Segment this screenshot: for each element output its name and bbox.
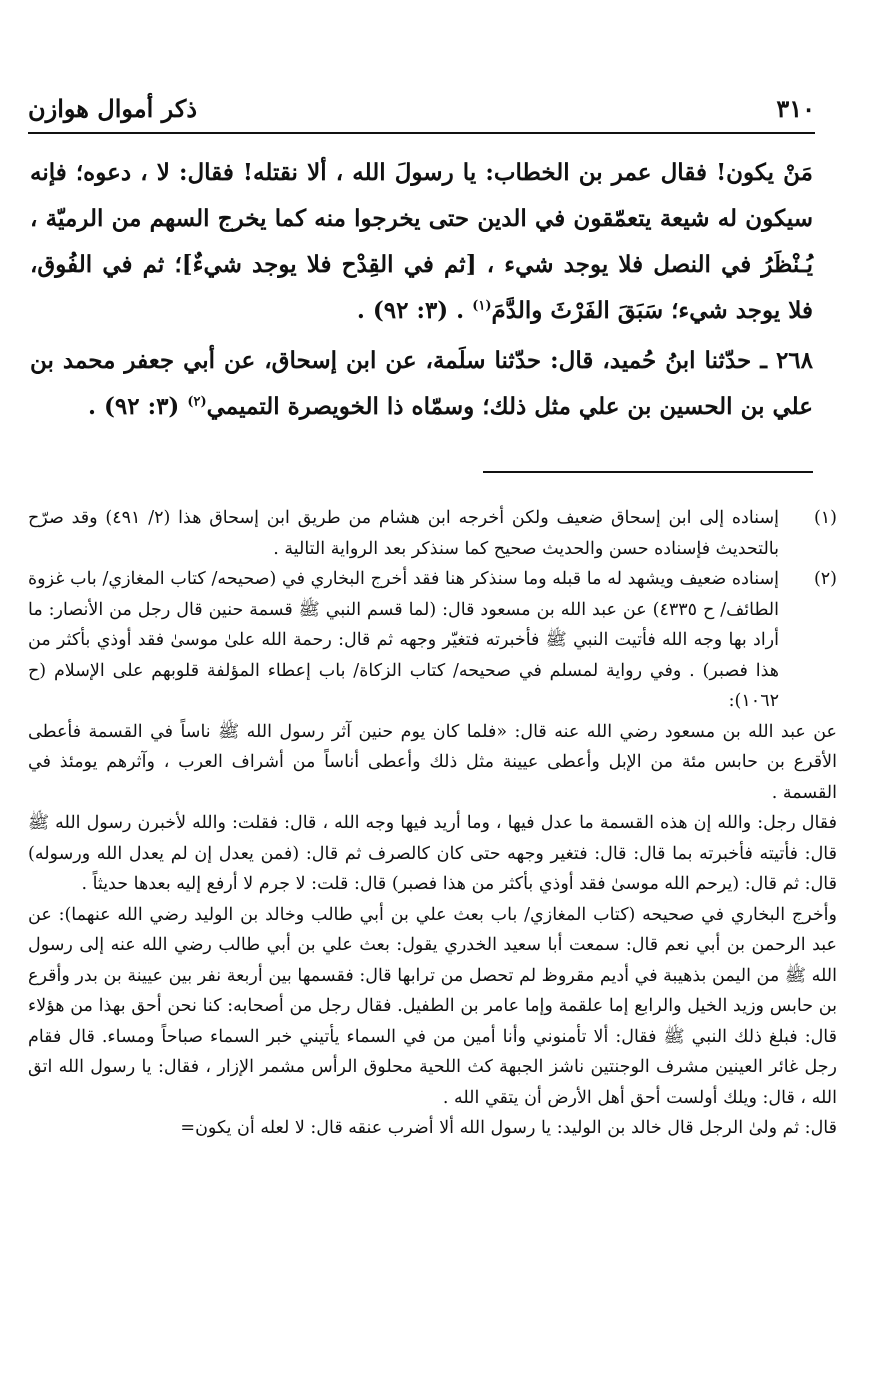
footnote-1-number: (١) [813,508,837,528]
footnotes [28,503,837,1144]
paragraph-1 [30,150,813,334]
footnote-1-text: إسناده إلى ابن إسحاق ضعيف ولكن أخرجه ابن هشام من طريق ابن إسحاق هذا (٢/ ٤٩١) وقد صرّح بالتحديث فإسناده حسن والحديث صحيح كما سنذكر بعد الرواية التالية . [28,508,779,559]
footnote-2-number: (٢) [813,569,837,589]
paragraph-1-citation: . (٣: ٩٢) . [356,297,465,324]
footnote-1 [28,503,837,564]
footnote-2 [28,564,837,1144]
footnote-2-continued-line: قال: ثم ولىٰ الرجل قال خالد بن الوليد: يا رسول الله ألا أضرب عنقه قال: لا لعله أن يكون= [180,1118,837,1138]
footnote-ref-2[interactable]: (٢) [187,394,207,410]
footnote-2-quote-2: فقال رجل: والله إن هذه القسمة ما عدل فيها ، وما أريد فيها وجه الله ، قال: فقلت: والله لأخبرن رسول الله ﷺ قال: فأتيته فأخبرته بما قال: قال: فتغير وجهه حتى كان كالصرف ثم قال: (فمن يعدل إن لم يعدل الله ورسوله) قال: ثم قال: (يرحم الله موسىٰ فقد أوذي بأكثر من هذا فصبر) قال: قلت: لا جرم لا أرفع إليه بعدها حديثاً . [28,813,837,894]
running-head [28,88,815,128]
paragraph-1-text: مَنْ يكون! فقال عمر بن الخطاب: يا رسولَ الله ، ألا نقتله! فقال: لا ، دعوه؛ فإنه سيكون له شيعة يتعمّقون في الدين حتى يخرجوا منه كما يخرج السهم من الرميّة ، يُـنْظَرُ في النصل فلا يوجد شيء ، [ثم في القِدْح فلا يوجد شيءٌ]؛ ثم في الفُوق، فلا يوجد شيء؛ سَبَقَ الفَرْثَ والدَّمَ [30,159,813,324]
footnote-separator [483,471,813,473]
paragraph-2 [30,338,813,430]
page-number: ٣١٠ [776,93,815,123]
footnote-ref-1[interactable]: (١) [472,298,492,314]
footnote-2-text: إسناده ضعيف ويشهد له ما قبله وما سنذكر هنا فقد أخرج البخاري في (صحيحه/ كتاب المغازي/ باب غزوة الطائف/ ح ٤٣٣٥) عن عبد الله بن مسعود قال: (لما قسم النبي ﷺ قسمة حنين قال رجل من الأنصار: ما أراد بها وجه الله فأتيت النبي ﷺ فأخبرته فتغيّر وجهه ثم قال: رحمة الله علىٰ موسىٰ فقد أوذي بأكثر من هذا فصبر) . وفي رواية لمسلم في صحيحه/ كتاب الزكاة/ باب إعطاء المؤلفة قلوبهم على الإسلام (ح ١٠٦٢): [28,569,779,711]
paragraph-2-text: ٢٦٨ ـ حدّثنا ابنُ حُميد، قال: حدّثنا سلَمة، عن ابن إسحاق، عن أبي جعفر محمد بن علي بن الحسين بن علي مثل ذلك؛ وسمّاه ذا الخويصرة التميمي [30,347,813,420]
footnote-2-quote-3: وأخرج البخاري في صحيحه (كتاب المغازي/ باب بعث علي بن أبي طالب وخالد بن الوليد رضي الله عنهما): عن عبد الرحمن بن أبي نعم قال: سمعت أبا سعيد الخدري يقول: بعث علي بن أبي طالب رضي الله عنه إلى رسول الله ﷺ من اليمن بذهيبة في أديم مقروظ لم تحصل من ترابها قال: فقسمها بين أربعة نفر بين عيينة بن بدر وأقرع بن حابس وزيد الخيل والرابع إما علقمة وإما عامر بن الطفيل. فقال رجل من أصحابه: كنا نحن أحق بهذا من هؤلاء قال: فبلغ ذلك النبي ﷺ فقال: ألا تأمنوني وأنا أمين من في السماء يأتيني خبر السماء صباحاً ومساء. قال فقام رجل غائر العينين مشرف الوجنتين ناشز الجبهة كث اللحية محلوق الرأس مشمر الإزار ، فقال: يا رسول الله اتق الله ، قال: ويلك أولست أحق أهل الأرض أن يتقي الله . [28,904,837,1108]
header-rule [28,132,815,134]
footnote-2-quote-1: عن عبد الله بن مسعود رضي الله عنه قال: «فلما كان يوم حنين آثر رسول الله ﷺ ناساً في القسمة فأعطى الأقرع بن حابس مئة من الإبل وأعطى عيينة مثل ذلك وأعطى أناساً من أشراف العرب ، وآثرهم يومئذ في القسمة . [28,721,837,803]
paragraph-2-citation: (٣: ٩٢) . [87,393,180,420]
chapter-title: ذكر أموال هوازن [28,93,198,123]
main-text [30,150,813,430]
